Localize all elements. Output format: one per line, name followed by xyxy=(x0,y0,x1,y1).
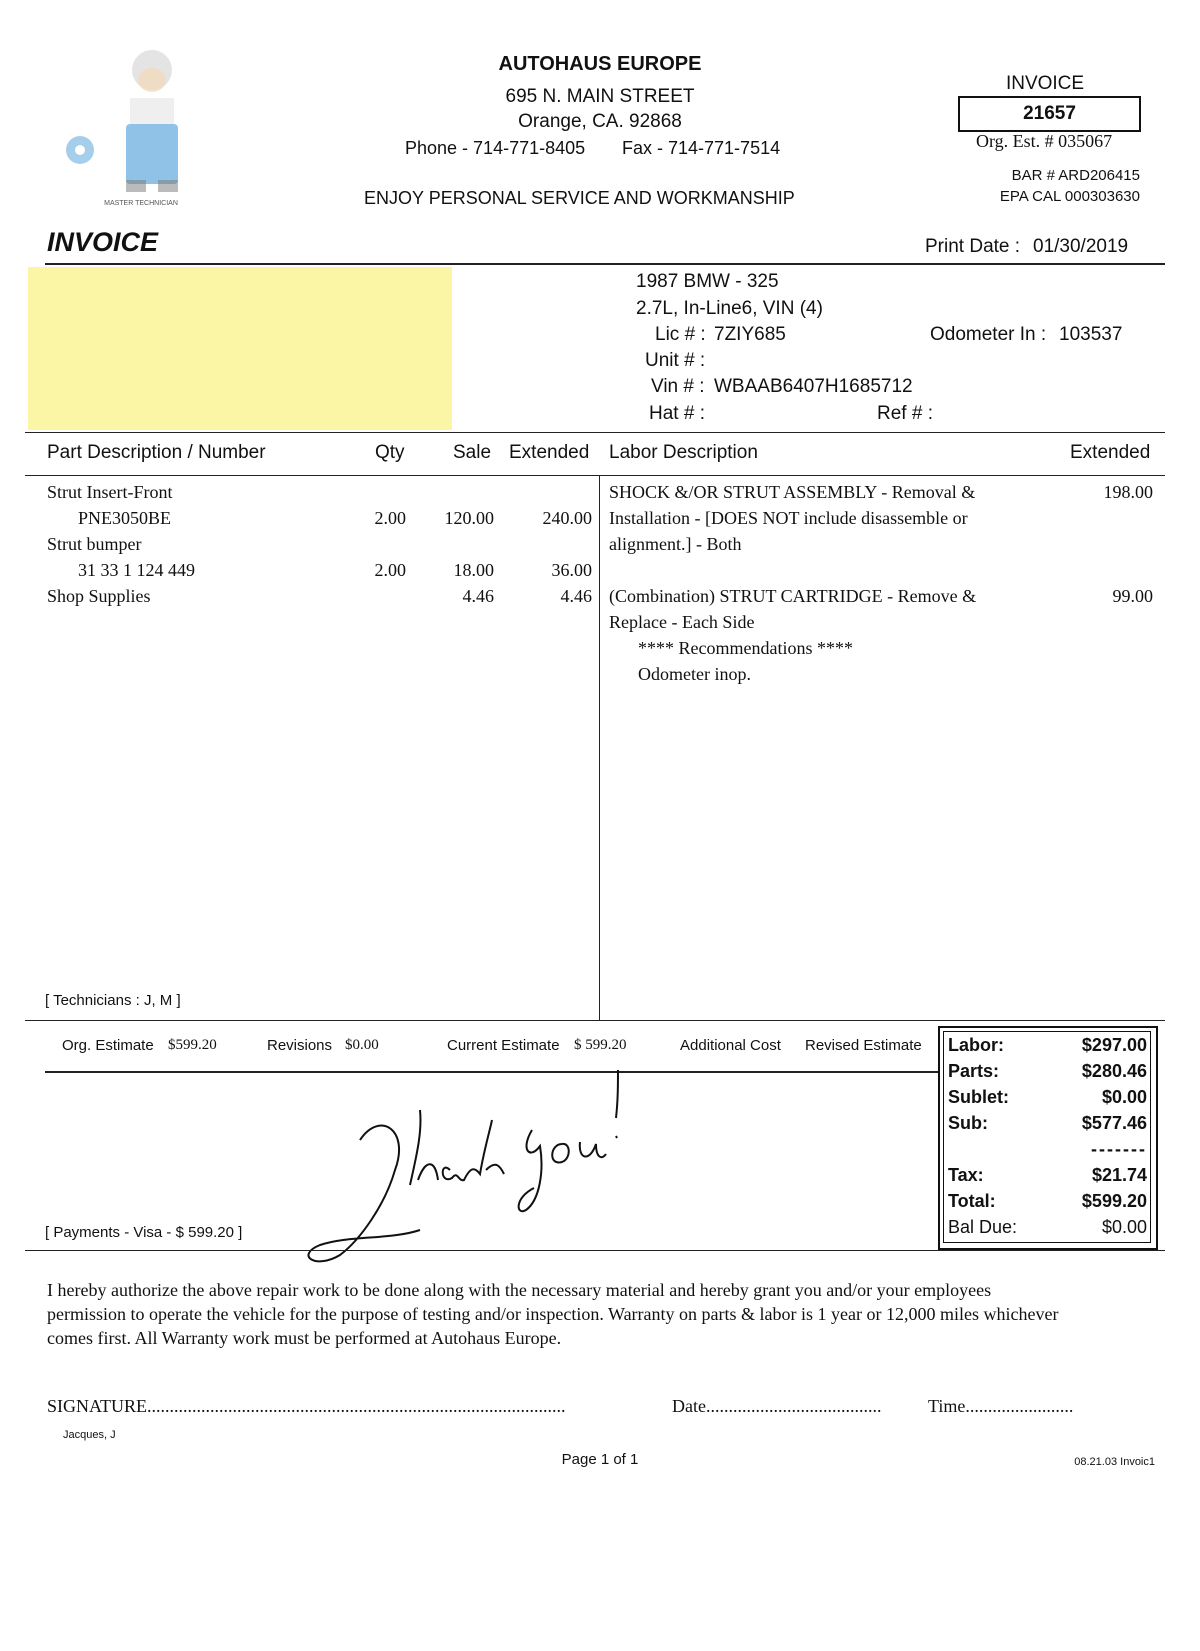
parts-total-value: $280.46 xyxy=(1081,1061,1147,1081)
odometer-value: 103537 xyxy=(1059,324,1123,345)
current-estimate-value: $ 599.20 xyxy=(574,1037,627,1053)
part-extended: 36.00 xyxy=(551,560,592,580)
tax-label: Tax: xyxy=(948,1165,984,1185)
shop-name: AUTOHAUS EUROPE xyxy=(498,53,702,75)
additional-cost-label: Additional Cost xyxy=(680,1037,781,1054)
part-desc: Shop Supplies xyxy=(47,586,151,606)
handwriting-icon xyxy=(300,1070,660,1270)
sub-total-value: $577.46 xyxy=(1081,1113,1147,1133)
labor-desc-line: (Combination) STRUT CARTRIDGE - Remove & xyxy=(609,586,977,606)
shop-fax: Fax - 714-771-7514 xyxy=(622,138,781,158)
labor-extended: 99.00 xyxy=(1112,586,1153,606)
labor-total-value: $297.00 xyxy=(1081,1035,1147,1055)
grand-total-value: $599.20 xyxy=(1081,1191,1147,1211)
part-sale: 4.46 xyxy=(462,586,494,606)
customer-redaction xyxy=(28,267,452,430)
parts-header-qty: Qty xyxy=(375,442,405,463)
bar-number: BAR # ARD206415 xyxy=(1011,167,1140,184)
part-extended: 240.00 xyxy=(542,508,592,528)
labor-desc-line: Replace - Each Side xyxy=(609,612,755,632)
vehicle-model: 1987 BMW - 325 xyxy=(636,271,779,292)
labor-header-extended: Extended xyxy=(1070,442,1151,463)
part-sale: 120.00 xyxy=(444,508,494,528)
grand-total-label: Total: xyxy=(948,1191,996,1211)
parts-total-label: Parts: xyxy=(948,1061,1000,1081)
print-date: 01/30/2019 xyxy=(1033,236,1129,257)
balance-due-value: $0.00 xyxy=(1101,1217,1147,1237)
handwritten-thank-you xyxy=(300,1070,660,1270)
labor-header-desc: Labor Description xyxy=(609,442,758,463)
hat-label: Hat # : xyxy=(649,403,705,424)
shop-phone: Phone - 714-771-8405 xyxy=(405,138,586,158)
invoice-title: INVOICE xyxy=(47,227,159,257)
labor-extended: 198.00 xyxy=(1103,482,1153,502)
vin-value: WBAAB6407H1685712 xyxy=(714,376,913,397)
parts-header-desc: Part Description / Number xyxy=(47,442,266,463)
parts-header-extended: Extended xyxy=(509,442,590,463)
invoice-label: INVOICE xyxy=(1005,73,1085,94)
vin-label: Vin # : xyxy=(651,376,705,397)
ref-label: Ref # : xyxy=(877,403,933,424)
page-number: Page 1 of 1 xyxy=(561,1451,639,1468)
part-sale: 18.00 xyxy=(453,560,494,580)
labor-total-label: Labor: xyxy=(948,1035,1004,1055)
column-header-divider xyxy=(25,475,1165,476)
vehicle-divider xyxy=(25,432,1165,433)
recommendation-note: Odometer inop. xyxy=(638,664,751,684)
part-number: 31 33 1 124 449 xyxy=(78,560,195,580)
part-extended: 4.46 xyxy=(560,586,592,606)
totals-divider: ------- xyxy=(1091,1139,1147,1159)
revisions-label: Revisions xyxy=(267,1037,333,1054)
revisions-value: $0.00 xyxy=(345,1037,379,1053)
org-est: Org. Est. # 035067 xyxy=(976,131,1113,151)
form-code: 08.21.03 Invoic1 xyxy=(1074,1456,1155,1468)
lic-value: 7ZIY685 xyxy=(714,324,786,345)
authorization-line-2: permission to operate the vehicle for the purpose of testing and/or inspection. Warranty on parts & labor is 1 year or 12,000 miles whichever xyxy=(47,1304,1059,1324)
invoice-number: 21657 xyxy=(958,96,1141,132)
current-estimate-label: Current Estimate xyxy=(447,1037,560,1054)
org-estimate-label: Org. Estimate xyxy=(62,1037,154,1054)
totals-bottom-divider xyxy=(25,1250,1165,1251)
signature-field[interactable]: SIGNATURE............................................................................................. xyxy=(47,1396,566,1416)
time-field[interactable]: Time........................ xyxy=(928,1396,1074,1416)
parts-labor-divider xyxy=(599,475,600,1020)
authorization-line-3: comes first. All Warranty work must be performed at Autohaus Europe. xyxy=(47,1328,562,1348)
part-number: PNE3050BE xyxy=(78,508,172,528)
service-writer: Jacques, J xyxy=(63,1429,116,1441)
recommendations-title: **** Recommendations **** xyxy=(638,638,853,658)
shop-city: Orange, CA. 92868 xyxy=(518,111,682,132)
sublet-total-label: Sublet: xyxy=(948,1087,1009,1107)
unit-label: Unit # : xyxy=(645,350,706,371)
balance-due-label: Bal Due: xyxy=(948,1217,1018,1237)
lic-label: Lic # : xyxy=(655,324,706,345)
revised-estimate-label: Revised Estimate xyxy=(805,1037,922,1054)
header-divider xyxy=(45,263,1165,265)
labor-desc-line: SHOCK &/OR STRUT ASSEMBLY - Removal & xyxy=(609,482,976,502)
part-qty: 2.00 xyxy=(374,560,406,580)
odometer-label: Odometer In : xyxy=(930,324,1047,345)
tax-value: $21.74 xyxy=(1091,1165,1147,1185)
technicians: [ Technicians : J, M ] xyxy=(45,992,181,1009)
table-bottom-divider xyxy=(25,1020,1165,1021)
authorization-line-1: I hereby authorize the above repair work to be done along with the necessary material and hereby grant you and/or your employees xyxy=(47,1280,992,1300)
shop-street: 695 N. MAIN STREET xyxy=(505,86,695,107)
parts-header-sale: Sale xyxy=(453,442,492,463)
part-desc: Strut bumper xyxy=(47,534,142,554)
sub-total-label: Sub: xyxy=(948,1113,988,1133)
shop-slogan: ENJOY PERSONAL SERVICE AND WORKMANSHIP xyxy=(364,188,795,208)
part-qty: 2.00 xyxy=(374,508,406,528)
payments: [ Payments - Visa - $ 599.20 ] xyxy=(45,1224,243,1241)
epa-number: EPA CAL 000303630 xyxy=(999,188,1140,205)
print-date-label: Print Date : xyxy=(925,236,1021,257)
logo-caption: MASTER TECHNICIAN xyxy=(104,200,178,207)
part-desc: Strut Insert-Front xyxy=(47,482,173,502)
org-estimate-value: $599.20 xyxy=(168,1037,217,1053)
vehicle-engine: 2.7L, In-Line6, VIN (4) xyxy=(636,298,823,319)
labor-desc-line: alignment.] - Both xyxy=(609,534,742,554)
date-field[interactable]: Date....................................... xyxy=(672,1396,882,1416)
sublet-total-value: $0.00 xyxy=(1101,1087,1147,1107)
labor-desc-line: Installation - [DOES NOT include disassemble or xyxy=(609,508,968,528)
